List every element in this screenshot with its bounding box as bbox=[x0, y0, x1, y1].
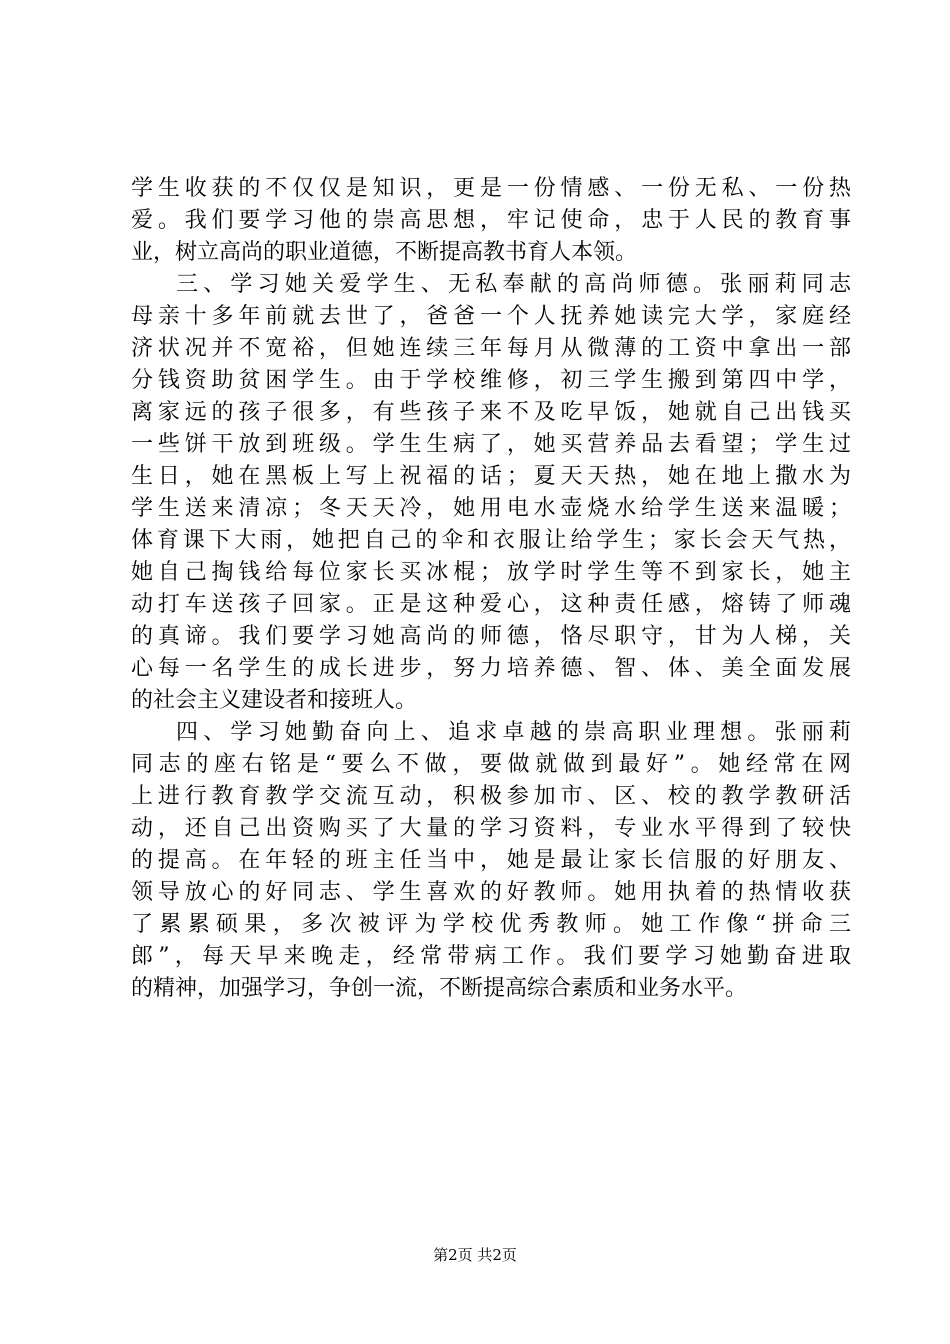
paragraph-line: 动，还自己出资购买了大量的学习资料，专业水平得到了较快 bbox=[131, 816, 851, 841]
paragraph bbox=[131, 717, 851, 1005]
paragraph-line: 四、学习她勤奋向上、追求卓越的崇高职业理想。张丽莉 bbox=[176, 720, 851, 745]
document-body bbox=[131, 173, 851, 1005]
page-footer: 第2页 共2页 bbox=[433, 1246, 517, 1264]
paragraph-line: 业，树立高尚的职业道德，不断提高教书育人本领。 bbox=[131, 240, 638, 265]
paragraph-line: 了累累硕果，多次被评为学校优秀教师。她工作像“拼命三 bbox=[131, 912, 851, 937]
paragraph-line: 离家远的孩子很多，有些孩子来不及吃早饭，她就自己出钱买 bbox=[131, 400, 851, 425]
paragraph-line: 的精神，加强学习，争创一流，不断提高综合素质和业务水平。 bbox=[131, 976, 748, 1001]
paragraph-line: 体育课下大雨，她把自己的伞和衣服让给学生；家长会天气热， bbox=[131, 528, 851, 553]
paragraph-line: 的社会主义建设者和接班人。 bbox=[131, 688, 418, 713]
paragraph-line: 三、学习她关爱学生、无私奉献的高尚师德。张丽莉同志 bbox=[176, 272, 851, 297]
paragraph-line: 分钱资助贫困学生。由于学校维修，初三学生搬到第四中学， bbox=[131, 368, 851, 393]
paragraph-line: 她自己掏钱给每位家长买冰棍；放学时学生等不到家长，她主 bbox=[131, 560, 851, 585]
paragraph-line: 济状况并不宽裕，但她连续三年每月从微薄的工资中拿出一部 bbox=[131, 336, 851, 361]
paragraph-line: 同志的座右铭是“要么不做，要做就做到最好”。她经常在网 bbox=[131, 752, 851, 777]
paragraph-line: 动打车送孩子回家。正是这种爱心，这种责任感，熔铸了师魂 bbox=[131, 592, 851, 617]
paragraph-line: 母亲十多年前就去世了，爸爸一个人抚养她读完大学，家庭经 bbox=[131, 304, 851, 329]
paragraph-line: 爱。我们要学习他的崇高思想，牢记使命，忠于人民的教育事 bbox=[131, 208, 851, 233]
paragraph bbox=[131, 269, 851, 717]
paragraph-line: 的提高。在年轻的班主任当中，她是最让家长信服的好朋友、 bbox=[131, 848, 851, 873]
paragraph bbox=[131, 173, 851, 269]
paragraph-line: 生日，她在黑板上写上祝福的话；夏天天热，她在地上撒水为 bbox=[131, 464, 851, 489]
paragraph-line: 学生送来清凉；冬天天冷，她用电水壶烧水给学生送来温暖； bbox=[131, 496, 851, 521]
paragraph-line: 学生收获的不仅仅是知识，更是一份情感、一份无私、一份热 bbox=[131, 176, 851, 201]
paragraph-line: 一些饼干放到班级。学生生病了，她买营养品去看望；学生过 bbox=[131, 432, 851, 457]
paragraph-line: 郎”，每天早来晚走，经常带病工作。我们要学习她勤奋进取 bbox=[131, 944, 851, 969]
paragraph-line: 心每一名学生的成长进步，努力培养德、智、体、美全面发展 bbox=[131, 656, 851, 681]
paragraph-line: 上进行教育教学交流互动，积极参加市、区、校的教学教研活 bbox=[131, 784, 851, 809]
paragraph-line: 领导放心的好同志、学生喜欢的好教师。她用执着的热情收获 bbox=[131, 880, 851, 905]
paragraph-line: 的真谛。我们要学习她高尚的师德，恪尽职守，甘为人梯，关 bbox=[131, 624, 851, 649]
